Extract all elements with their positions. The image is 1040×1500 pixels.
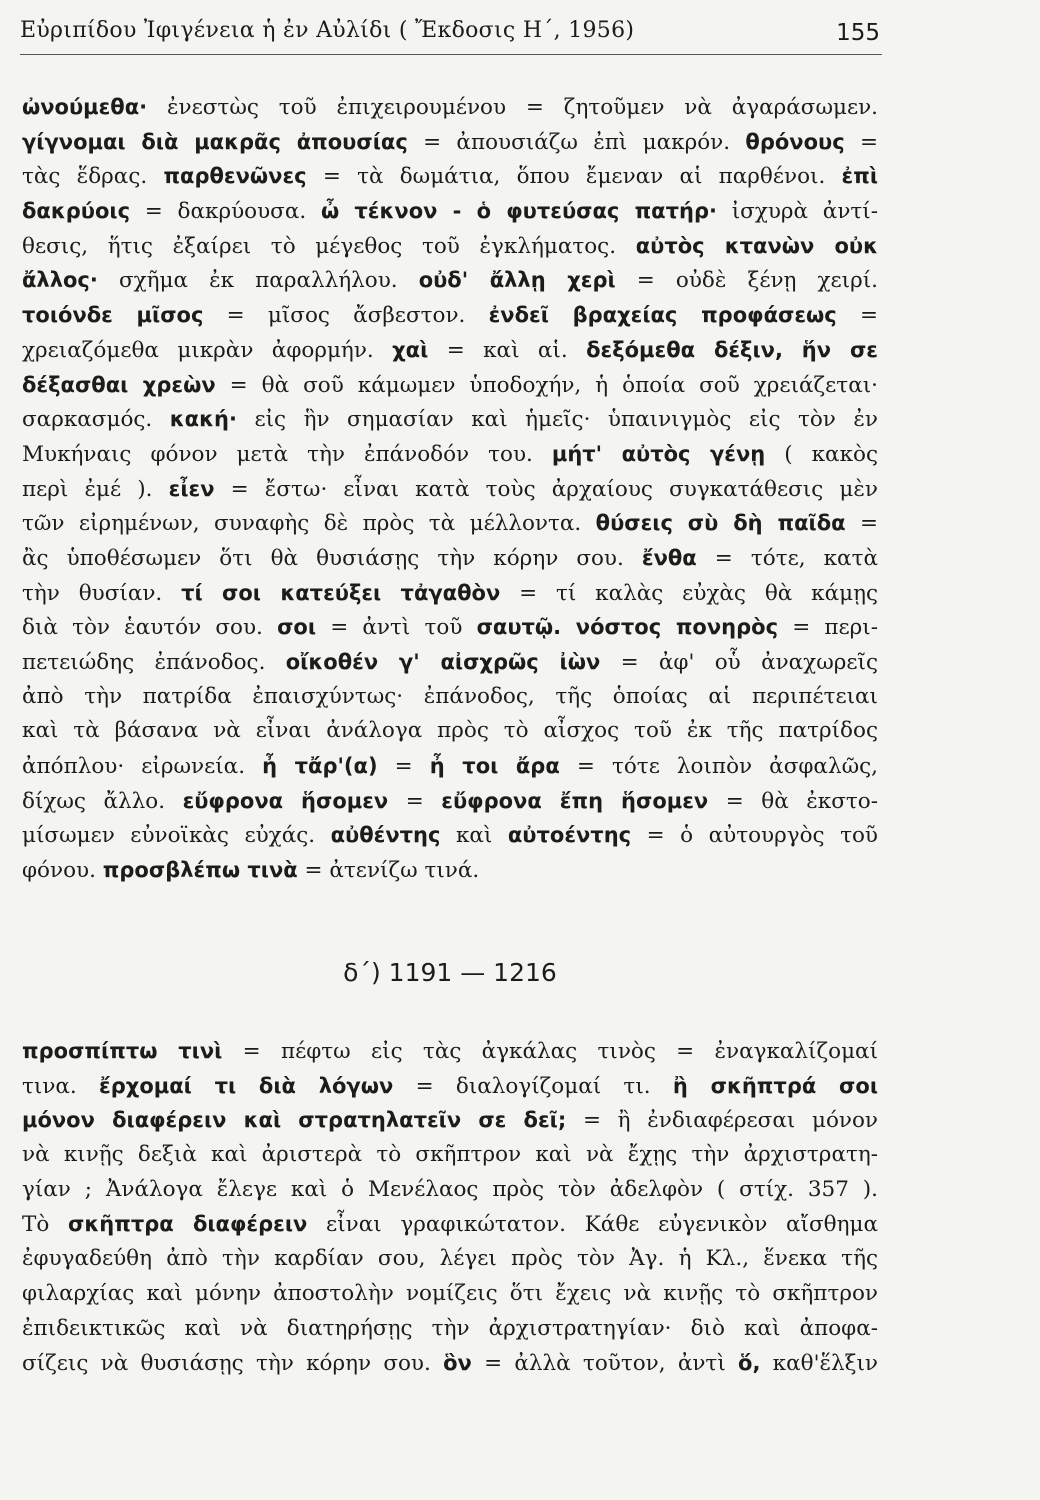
text-line [22,368,878,403]
lemma-term: εἶεν [168,476,215,501]
text-line [22,298,878,333]
lemma-term: εὔφρονα ἔπη ἥσομεν [441,788,709,813]
gloss-text: = διαλογίζομαί τι. [393,1073,673,1099]
text-line [22,472,878,507]
text-line [22,159,878,194]
text-line [22,1277,878,1312]
gloss-text: = τότε λοιπὸν ἀσφαλῶς, [559,754,878,780]
gloss-text: = τὰ δωμάτια, ὅπου ἔμεναν αἱ παρθένοι. [306,164,842,190]
lemma-term: ἔνθα [641,545,697,570]
gloss-text: = ὁ αὐτουργὸς τοῦ [631,823,878,849]
text-line [22,1207,878,1242]
lemma-term: χαὶ [392,337,429,362]
lemma-term: ὃν [443,1351,472,1376]
text-line [22,194,878,229]
gloss-text: = τί καλὰς εὐχὰς θὰ κάμῃς [500,580,878,606]
gloss-text: = καὶ αἱ. [428,337,587,363]
text-line [22,402,878,437]
lemma-term: ἄλλος· [22,268,98,293]
gloss-text: = ἀφ' οὗ ἀναχωρεῖς [600,650,878,675]
lemma-term: ἔρχομαί τι διὰ λόγων [99,1073,394,1098]
lemma-term: ἦ τἄρ'(α) [262,754,378,779]
lemma-term: δέξασθαι χρεὼν [22,372,216,397]
text-line [22,645,878,680]
gloss-text: φόνου. [22,858,103,884]
lemma-term: αὐθέντης [330,823,441,848]
text-line [22,1138,878,1173]
gloss-text: φιλαρχίας καὶ μόνην ἀποστολὴν νομίζεις ὅτι ἔχεις νὰ κινῇς τὸ σκῆπτρον [22,1280,878,1306]
lemma-term: θύσεις σὺ δὴ παῖδα [595,511,846,536]
lemma-term: προσβλέπω τινὰ [102,858,298,883]
lemma-term: σαυτῷ. νόστος πονηρὸς [476,615,779,640]
lemma-term: ἐπὶ [841,164,878,189]
gloss-text: = [844,129,878,155]
lemma-term: ἐνδεῖ βραχείας προφάσεως [488,303,837,328]
gloss-text: = ἀντὶ τοῦ [316,615,477,641]
gloss-text: εἰς ἣν σημασίαν καὶ ἡμεῖς· ὑπαινιγμὸς εἰς τὸν ἐν [236,407,878,433]
gloss-text: ( κακὸς [765,441,878,467]
gloss-text: = ἀπουσιάζω ἐπὶ μακρόν. [407,129,746,155]
gloss-text: τινα. [22,1073,100,1099]
text-line [22,125,878,160]
lemma-term: τοιόνδε μῖσος [22,303,204,328]
section-heading: δ΄) 1191 — 1216 [343,958,557,987]
gloss-text: διὰ τὸν ἑαυτόν σου. [22,615,278,641]
gloss-text: = οὐδὲ ξένῃ χειρί. [615,268,878,294]
gloss-text: ἐνεστὼς τοῦ ἐπιχειρουμένου = ζητοῦμεν νὰ ἀγαράσωμεν. [147,95,878,120]
lemma-term: ὅ, [738,1351,761,1376]
gloss-text: = θὰ σοῦ κάμωμεν ὑποδοχήν, ἡ ὁποία σοῦ χρειάζεται· [215,372,878,398]
gloss-text: σίζεις νὰ θυσιάσῃς τὴν κόρην σου. [22,1351,444,1377]
lemma-term: ὠνούμεθα· [22,95,148,119]
lemma-term: παρθενῶνες [163,164,307,189]
lemma-term: οὐδ' ἄλλῃ χερὶ [418,268,616,293]
text-line [22,541,878,576]
text-line [22,1034,878,1069]
lemma-term: ἦ τοι ἄρα [429,754,560,779]
gloss-text: Μυκήναις φόνον μετὰ τὴν ἐπάνοδόν του. [22,441,552,467]
gloss-text: εἶναι γραφικώτατον. Κάθε εὐγενικὸν αἴσθημα [307,1212,878,1238]
text-line [22,714,878,749]
text-line [22,1103,878,1138]
gloss-text: = τότε, κατὰ [696,545,878,571]
lemma-term: εὔφρονα ἥσομεν [182,788,389,813]
running-title: Εὐριπίδου Ἰφιγένεια ἡ ἐν Αὐλίδι ( Ἔκδοσις Η΄, 1956) [20,18,635,43]
gloss-text: = θὰ ἐκστο- [708,788,878,814]
gloss-text: ἐφυγαδεύθη ἀπὸ τὴν καρδίαν σου, λέγει πρὸς τὸν Ἀγ. ἡ Κλ., ἕνεκα τῆς [22,1246,878,1272]
gloss-text: = ἔστω· εἶναι κατὰ τοὺς ἀρχαίους συγκατάθεσις μὲν [214,476,878,502]
gloss-text: = δακρύουσα. [130,199,321,225]
lemma-term: θρόνους [745,129,845,154]
gloss-text: τὴν θυσίαν. [22,580,182,606]
text-line [22,1346,878,1381]
text-line [22,506,878,541]
gloss-text: = ἢ ἐνδιαφέρεσαι μόνον [566,1108,878,1134]
gloss-text: χρειαζόμεθα μικρὰν ἀφορμήν. [22,337,393,363]
gloss-text: σαρκασμός. [22,407,170,433]
lemma-term: δακρύοις [22,199,131,224]
text-line [22,576,878,611]
lemma-term: αὐτὸς κτανὼν οὐκ [635,233,878,258]
lemma-term: αὐτοέντης [507,823,632,848]
gloss-text: σχῆμα ἐκ παραλλήλου. [97,268,419,294]
lemma-term: μόνον διαφέρειν καὶ στρατηλατεῖν σε δεῖ; [22,1108,567,1133]
gloss-text: = [388,788,442,814]
page-number: 155 [836,20,880,46]
text-line [22,749,878,784]
gloss-text: = πέφτω εἰς τὰς ἀγκάλας τινὸς = ἐναγκαλίζομαί [222,1039,878,1064]
gloss-text: Τὸ [22,1212,69,1238]
gloss-text: τῶν εἰρημένων, συναφὴς δὲ πρὸς τὰ μέλλοντα. [22,511,596,537]
gloss-text: δίχως ἄλλο. [22,788,183,814]
gloss-text: μίσωμεν εὐνοϊκὰς εὐχάς. [22,823,331,849]
lemma-term: μήτ' αὐτὸς γένῃ [551,441,766,466]
gloss-text: θεσις, ἥτις ἐξαίρει τὸ μέγεθος τοῦ ἐγκλήματος. [22,233,636,259]
text-line [22,333,878,368]
text-line [22,1069,878,1104]
lemma-term: προσπίπτω τινὶ [22,1039,223,1063]
text-line [22,610,878,645]
lemma-term: τί σοι κατεύξει τἀγαθὸν [181,580,501,605]
running-header [20,14,882,55]
gloss-text: = ἀτενίζω τινά. [297,858,480,884]
text-line [22,263,878,298]
commentary-block-2 [22,1034,878,1381]
text-line [22,680,878,715]
gloss-text: ἀπὸ τὴν πατρίδα ἐπαισχύντως· ἐπάνοδος, τῆς ὁποίας αἱ περιπέτειαι [22,683,878,709]
gloss-text: περὶ ἐμέ ). [22,476,169,502]
gloss-text: = [836,303,878,329]
lemma-term: γίγνομαι διὰ μακρᾶς ἀπουσίας [22,129,408,154]
text-line [22,853,878,888]
commentary-block-1 [22,90,878,888]
text-line [22,1312,878,1347]
lemma-term: οἴκοθέν γ' αἰσχρῶς ἰὼν [285,650,601,674]
lemma-term: σκῆπτρα διαφέρειν [68,1212,308,1237]
text-line [22,229,878,264]
lemma-term: ὦ τέκνον - ὁ φυτεύσας πατήρ· [320,199,717,224]
gloss-text: ἰσχυρὰ ἀντί- [716,199,878,225]
gloss-text: ἐπιδεικτικῶς καὶ νὰ διατηρήσῃς τὴν ἀρχιστρατηγίαν· διὸ καὶ ἀποφα- [22,1315,878,1341]
gloss-text: = [377,754,430,780]
gloss-text: πετειώδης ἐπάνοδος. [22,650,286,675]
gloss-text: νὰ κινῇς δεξιὰ καὶ ἀριστερὰ τὸ σκῆπτρον καὶ νὰ ἔχῃς τὴν ἀρχιστρατη- [22,1142,878,1168]
gloss-text: καὶ [440,823,508,849]
lemma-term: ἢ σκῆπτρά σοι [672,1073,878,1098]
lemma-term: κακή· [169,407,237,432]
text-line [22,90,878,125]
lemma-term: σοι [277,615,317,640]
gloss-text: = περι- [778,615,878,641]
gloss-text: = μῖσος ἄσβεστον. [203,303,489,329]
text-line [22,784,878,819]
gloss-text: καὶ τὰ βάσανα νὰ εἶναι ἀνάλογα πρὸς τὸ αἶσχος τοῦ ἐκ τῆς πατρίδος [22,718,878,744]
gloss-text: = ἀλλὰ τοῦτον, ἀντὶ [471,1351,739,1377]
gloss-text: ἂς ὑποθέσωμεν ὅτι θὰ θυσιάσῃς τὴν κόρην σου. [22,545,642,571]
gloss-text: ἀπόπλου· εἰρωνεία. [22,754,263,780]
gloss-text: τὰς ἕδρας. [22,164,164,190]
text-line [22,1242,878,1277]
lemma-term: δεξόμεθα δέξιν, ἥν σε [586,337,878,362]
gloss-text: καθ'ἕλξιν [760,1351,878,1377]
text-line [22,437,878,472]
text-line [22,818,878,853]
gloss-text: = [845,511,878,537]
gloss-text: γίαν ; Ἀνάλογα ἔλεγε καὶ ὁ Μενέλαος πρὸς τὸν ἀδελφὸν ( στίχ. 357 ). [22,1176,878,1202]
text-line [22,1173,878,1208]
